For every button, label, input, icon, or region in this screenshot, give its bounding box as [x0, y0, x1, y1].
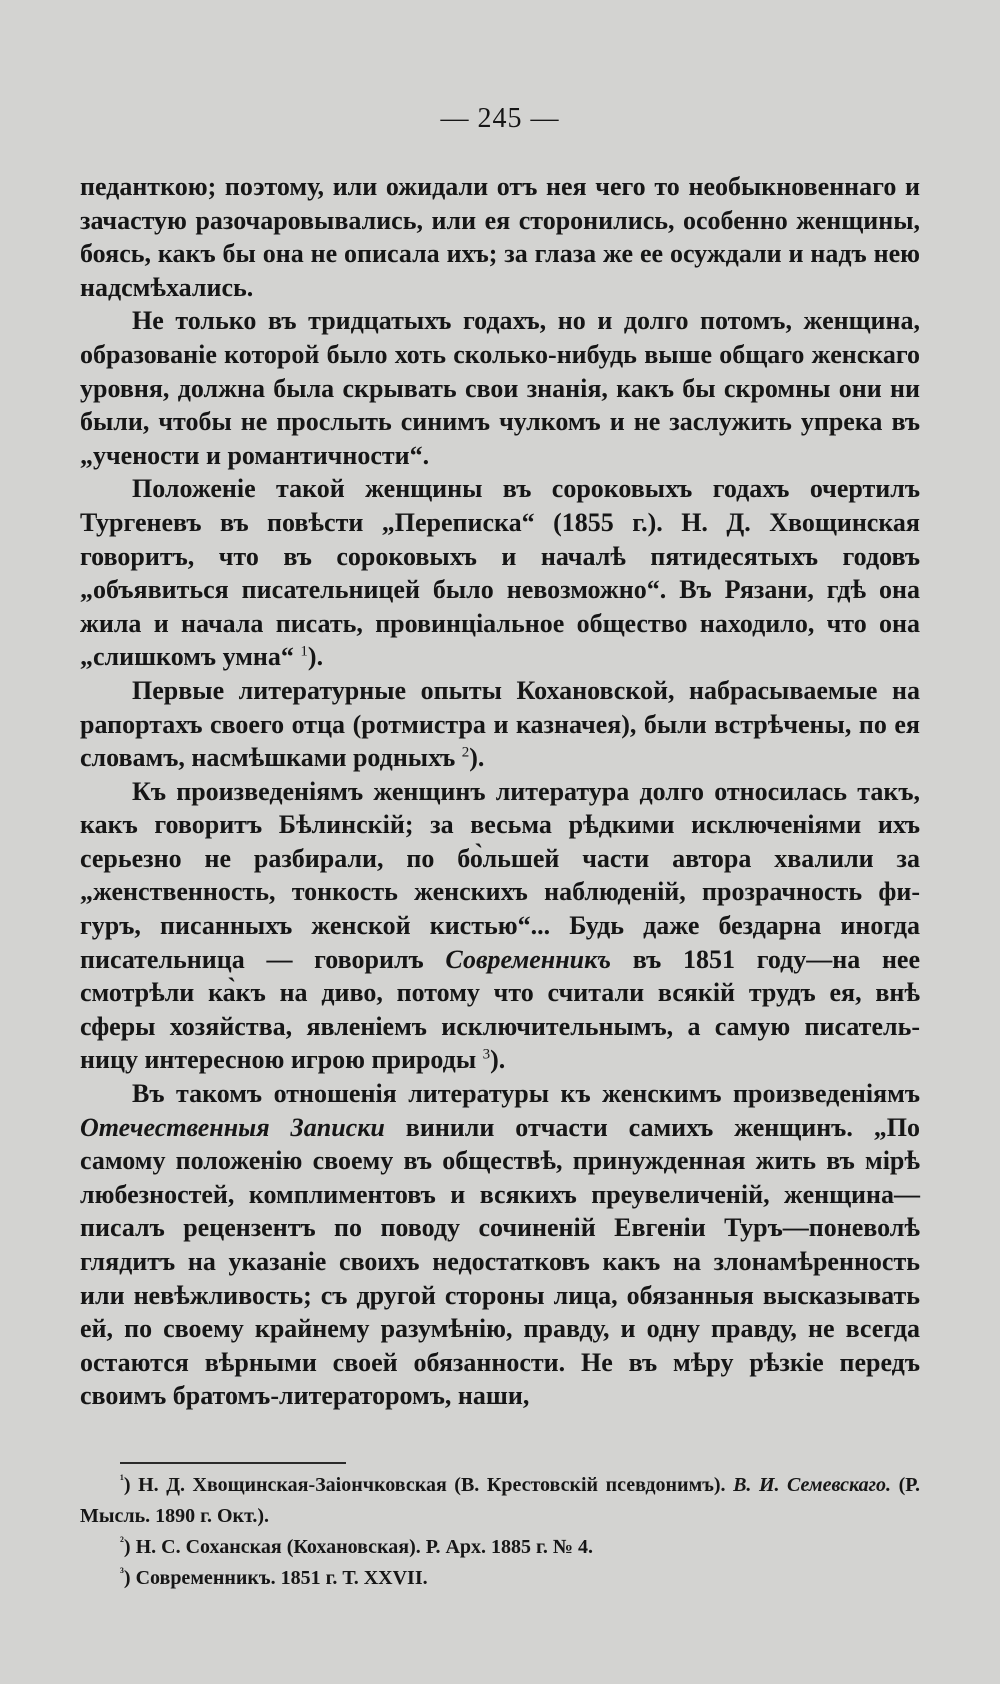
text-run: Въ такомъ отношенія литературы къ женскимъ произведеніямъ [132, 1079, 920, 1109]
footnote [80, 1470, 920, 1532]
footnote-reference: 3 [482, 1046, 491, 1063]
footnote-number: ¹ [120, 1471, 124, 1487]
footnote-reference: 1 [300, 643, 308, 660]
italic-title: Отечественныя Записки [80, 1112, 385, 1142]
text-run: ). [469, 743, 485, 773]
footnote-reference: 2 [461, 744, 470, 761]
footnotes [80, 1470, 920, 1594]
footnote-text: (Р. Мысль. 1890 г. Окт.). [80, 1474, 920, 1527]
paragraph [80, 775, 920, 1077]
footnote-rule [120, 1462, 346, 1464]
footnote-number: ² [120, 1533, 124, 1549]
paragraph [80, 170, 920, 304]
italic-title: Современникъ [445, 944, 612, 974]
text-run: Положеніе такой женщины въ сороковыхъ годахъ очертилъ Тургеневъ въ повѣсти „Переписка“ (1855 г.). Н. Д. Хвощинская говоритъ, что въ сороковыхъ и началѣ пятидесятыхъ годовъ „объявиться писательницей было невозможно“. Въ Рязани, гдѣ она жила и начала писать, провинціальное общество находило, что она „слишкомъ умна“ [80, 474, 920, 672]
footnote-text: ) Современникъ. 1851 г. Т. XXVII. [123, 1567, 428, 1589]
text-run: винили отчасти самихъ женщинъ. „По самому положенію своему въ обществѣ, принужденная жить въ мірѣ любезностей, комплиментовъ и всякихъ преувеличеній, женщина—писалъ рецензентъ по поводу сочиненій Евгеніи Туръ—поневолѣ глядитъ на указаніе своихъ недостатковъ какъ на злонамѣренность или невѣжливость; съ другой стороны лица, обязанныя высказывать ей, по своему крайнему разумѣнію, правду, и одну правду, не всегда остаются вѣрными своей обязанности. Не въ мѣру рѣзкіе передъ своимъ братомъ-литераторомъ, наши, [80, 1112, 920, 1411]
footnote [80, 1532, 920, 1563]
footnote-text: ) Н. Д. Хвощинская-Заіончковская (В. Крестовскій псевдонимъ). [123, 1474, 734, 1496]
text-run: въ 1851 году—на нее смотрѣли ка̀къ на диво, потому что считали всякій трудъ ея, внѣ сферы хозяйства, явленіемъ исключительнымъ, а самую писательницу интересною игрою природы [80, 944, 921, 1075]
italic-author: В. И. Семевскаго. [733, 1474, 892, 1496]
paragraph [80, 472, 920, 674]
text-run: Не только въ тридцатыхъ годахъ, но и долго потомъ, женщина, образованіе которой было хоть сколько-нибудь выше общаго женскаго уровня, должна была скрывать свои знанія, какъ бы скромны они ни были, чтобы не прослыть синимъ чулкомъ и не заслужить упрека въ „учености и романтичности“. [80, 306, 920, 470]
paragraph [80, 304, 920, 472]
text-run: ). [490, 1045, 506, 1075]
text-run: Первые литературные опыты Кохановской, набрасываемые на рапортахъ своего отца (ротмистра и казначея), были встрѣчены, по ея словамъ, насмѣшками родныхъ [80, 675, 920, 773]
footnote-text: ) Н. С. Соханская (Кохановская). Р. Арх. 1885 г. № 4. [123, 1536, 593, 1558]
body-text [80, 170, 920, 1413]
paragraph [80, 1077, 920, 1413]
text-run: педанткою; поэтому, или ожидали отъ нея чего то необыкновеннаго и зачастую разочаровывались, или ея сторонились, особенно женщины, боясь, какъ бы она не описала ихъ; за глаза же ее осуждали и надъ нею надсмѣхались. [80, 172, 920, 302]
footnote [80, 1563, 920, 1594]
footnote-number: ³ [120, 1564, 124, 1580]
text-run: ). [307, 642, 324, 672]
text-run: Къ произведеніямъ женщинъ литература долго относилась такъ, какъ говоритъ Бѣлинскій; за весьма рѣдкими исключеніями ихъ серьезно не разбирали, по бо̀льшей части автора хвалили за „женственность, тонкость женскихъ наблюденій, прозрачность фигуръ, писанныхъ женской кистью“... Будь даже бездарна иногда писательница — говорилъ [80, 776, 920, 974]
paragraph [80, 674, 920, 775]
page-number: — 245 — [440, 103, 560, 134]
